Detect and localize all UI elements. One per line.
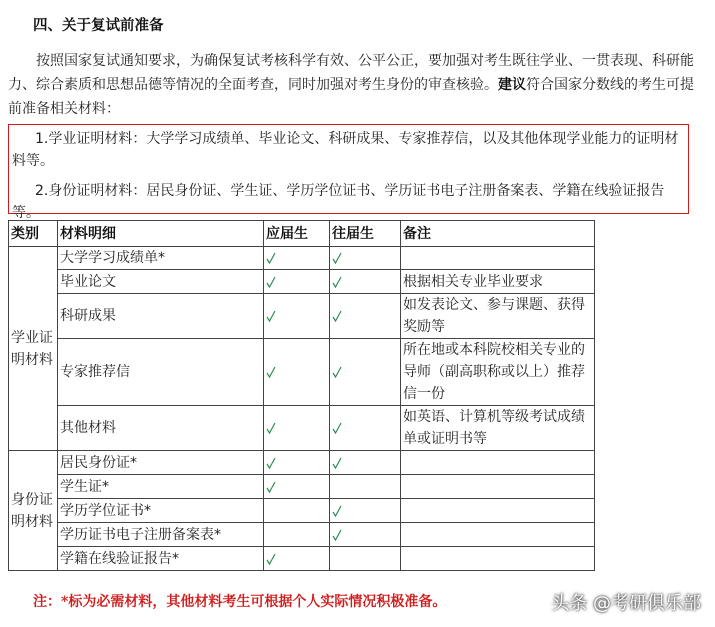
table-row xyxy=(9,339,595,406)
header-current: 应届生 xyxy=(264,221,330,247)
category-cell: 身份证明材料 xyxy=(9,451,58,571)
table-row xyxy=(9,547,595,571)
intro-text-after: 符合国家分数线的考生可提前准备相关材料： xyxy=(8,77,694,117)
category-cell: 学业证明材料 xyxy=(9,247,58,451)
item-cell: 大学学习成绩单* xyxy=(58,247,264,270)
checkmark-icon xyxy=(266,366,276,378)
note-cell: 如英语、计算机等级考试成绩单或证明书等 xyxy=(401,406,595,451)
previous-check-cell xyxy=(330,547,401,571)
checkmark-icon xyxy=(266,481,276,493)
table-row xyxy=(9,406,595,451)
table-row xyxy=(9,270,595,294)
intro-text: 按照国家复试通知要求，为确保复试考核科学有效、公平公正，要加强对考生既往学业、一贯表现、科研能力、综合素质和思想品德等情况的全面考查，同时加强对考生身份的审查核验。 xyxy=(8,53,694,93)
item-cell: 居民身份证* xyxy=(58,451,264,475)
header-note: 备注 xyxy=(401,221,595,247)
note-cell xyxy=(401,247,595,270)
table-row xyxy=(9,294,595,339)
checkmark-icon xyxy=(266,310,276,322)
previous-check-cell xyxy=(330,294,401,339)
header-category: 类别 xyxy=(9,221,58,247)
table-header-row xyxy=(9,221,595,247)
note-cell: 根据相关专业毕业要求 xyxy=(401,270,595,294)
materials-table xyxy=(8,220,595,571)
item-cell: 毕业论文 xyxy=(58,270,264,294)
item-cell: 专家推荐信 xyxy=(58,339,264,406)
watermark: 头条 @考研俱乐部 xyxy=(551,593,701,614)
footnote: 注：*标为必需材料，其他材料考生可根据个人实际情况积极准备。 xyxy=(33,594,447,610)
table-body xyxy=(9,247,595,571)
checkmark-icon xyxy=(332,422,342,434)
checkmark-icon xyxy=(332,366,342,378)
note-cell: 如发表论文、参与课题、获得奖励等 xyxy=(401,294,595,339)
section-heading: 四、关于复试前准备 xyxy=(33,17,164,34)
table-row xyxy=(9,247,595,270)
materials-callout-box xyxy=(8,124,689,221)
current-check-cell xyxy=(264,475,330,499)
note-cell xyxy=(401,523,595,547)
current-check-cell xyxy=(264,406,330,451)
item-cell: 学历证书电子注册备案表* xyxy=(58,523,264,547)
note-cell xyxy=(401,451,595,475)
item-cell: 学籍在线验证报告* xyxy=(58,547,264,571)
previous-check-cell xyxy=(330,499,401,523)
checkmark-icon xyxy=(332,252,342,264)
table-row xyxy=(9,499,595,523)
item-cell: 其他材料 xyxy=(58,406,264,451)
previous-check-cell xyxy=(330,475,401,499)
checkmark-icon xyxy=(266,422,276,434)
previous-check-cell xyxy=(330,523,401,547)
current-check-cell xyxy=(264,247,330,270)
callout-item-identity: 2.身份证明材料：居民身份证、学生证、学历学位证书、学历证书电子注册备案表、学籍在线验证报告等。 xyxy=(12,183,665,221)
note-cell xyxy=(401,475,595,499)
intro-emphasis: 建议 xyxy=(498,77,526,93)
current-check-cell xyxy=(264,499,330,523)
current-check-cell xyxy=(264,270,330,294)
current-check-cell xyxy=(264,523,330,547)
checkmark-icon xyxy=(266,457,276,469)
checkmark-icon xyxy=(332,529,342,541)
checkmark-icon xyxy=(332,310,342,322)
checkmark-icon xyxy=(266,252,276,264)
header-item: 材料明细 xyxy=(58,221,264,247)
checkmark-icon xyxy=(332,505,342,517)
item-cell: 科研成果 xyxy=(58,294,264,339)
header-previous: 往届生 xyxy=(330,221,401,247)
current-check-cell xyxy=(264,339,330,406)
item-cell: 学生证* xyxy=(58,475,264,499)
previous-check-cell xyxy=(330,270,401,294)
callout-item-academic: 1.学业证明材料：大学学习成绩单、毕业论文、科研成果、专家推荐信，以及其他体现学业能力的证明材料等。 xyxy=(12,131,679,169)
checkmark-icon xyxy=(266,276,276,288)
current-check-cell xyxy=(264,547,330,571)
checkmark-icon xyxy=(332,457,342,469)
previous-check-cell xyxy=(330,406,401,451)
table-row xyxy=(9,523,595,547)
intro-paragraph xyxy=(8,49,700,121)
checkmark-icon xyxy=(332,276,342,288)
note-cell xyxy=(401,499,595,523)
current-check-cell xyxy=(264,451,330,475)
previous-check-cell xyxy=(330,247,401,270)
checkmark-icon xyxy=(266,553,276,565)
table-row xyxy=(9,451,595,475)
current-check-cell xyxy=(264,294,330,339)
item-cell: 学历学位证书* xyxy=(58,499,264,523)
note-cell xyxy=(401,547,595,571)
note-cell: 所在地或本科院校相关专业的导师（副高职称或以上）推荐信一份 xyxy=(401,339,595,406)
table-row xyxy=(9,475,595,499)
previous-check-cell xyxy=(330,339,401,406)
previous-check-cell xyxy=(330,451,401,475)
